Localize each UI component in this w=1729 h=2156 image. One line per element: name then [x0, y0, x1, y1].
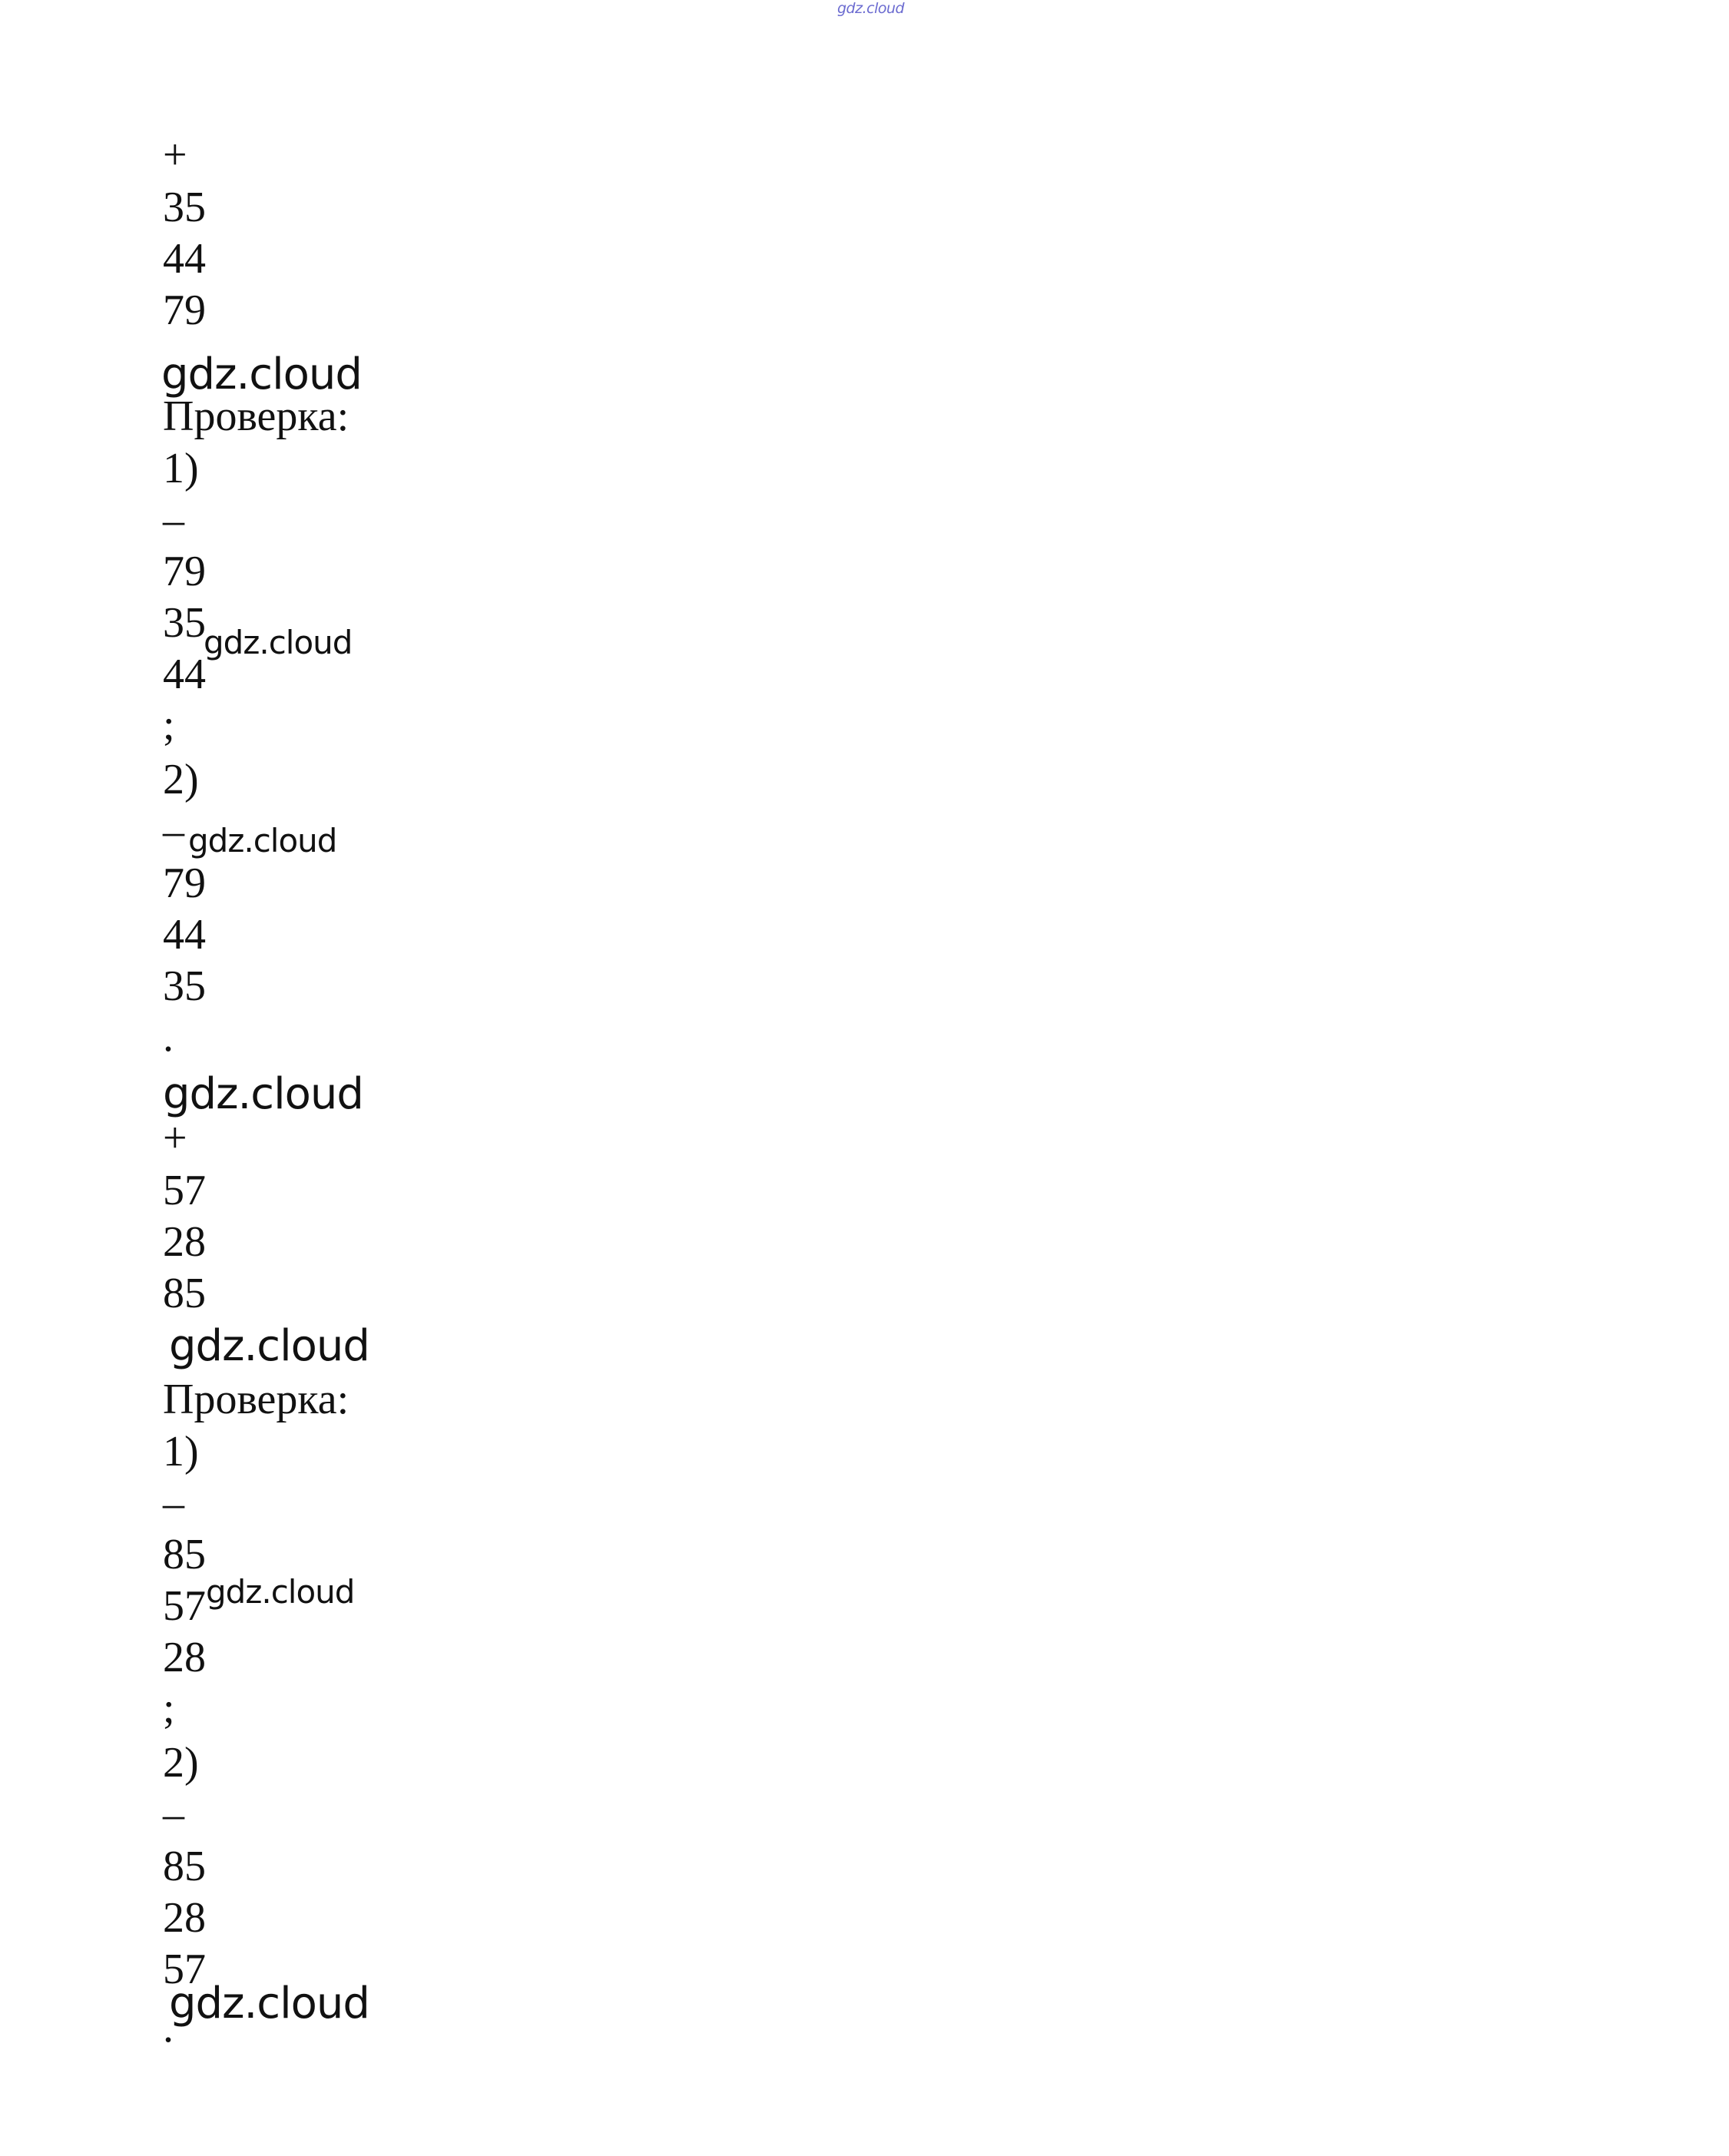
watermark: gdz.cloud	[206, 1573, 355, 1611]
subtrahend: 35	[163, 599, 206, 647]
minuend: 79	[163, 548, 206, 595]
watermark: gdz.cloud	[169, 1979, 369, 2028]
subtrahend: 44	[163, 911, 206, 959]
difference: 35	[163, 962, 206, 1010]
subtrahend: 57	[163, 1582, 206, 1630]
step-number: 1)	[163, 445, 199, 492]
watermark: gdz.cloud	[161, 349, 362, 399]
sum: 85	[163, 1270, 206, 1317]
minus-sign: –	[163, 496, 184, 544]
minus-sign: –	[163, 1790, 184, 1838]
minuend: 85	[163, 1843, 206, 1890]
watermark: gdz.cloud	[169, 1321, 369, 1371]
watermark: gdz.cloud	[163, 1069, 363, 1119]
period: .	[163, 1013, 174, 1061]
sum: 79	[163, 286, 206, 334]
subtrahend: 28	[163, 1894, 206, 1942]
minuend: 85	[163, 1531, 206, 1578]
minus-sign: –	[163, 807, 184, 855]
step-number: 1)	[163, 1428, 199, 1475]
semicolon: ;	[163, 1684, 175, 1732]
watermark: gdz.cloud	[204, 624, 353, 661]
semicolon: ;	[163, 701, 175, 749]
addend-2: 28	[163, 1218, 206, 1266]
difference: 28	[163, 1634, 206, 1681]
plus-sign: +	[163, 1114, 187, 1162]
period: .	[163, 2004, 174, 2052]
addend-1: 35	[163, 184, 206, 231]
top-watermark: gdz.cloud	[837, 0, 905, 17]
check-heading: Проверка:	[163, 1376, 349, 1423]
step-number: 2)	[163, 756, 199, 803]
check-heading: Проверка:	[163, 392, 349, 440]
difference: 57	[163, 1946, 206, 1993]
addend-1: 57	[163, 1167, 206, 1214]
minuend: 79	[163, 859, 206, 907]
minus-sign: –	[163, 1479, 184, 1527]
difference: 44	[163, 651, 206, 698]
plus-sign: +	[163, 131, 187, 179]
addend-2: 44	[163, 235, 206, 283]
step-number: 2)	[163, 1739, 199, 1787]
watermark: gdz.cloud	[188, 822, 337, 859]
